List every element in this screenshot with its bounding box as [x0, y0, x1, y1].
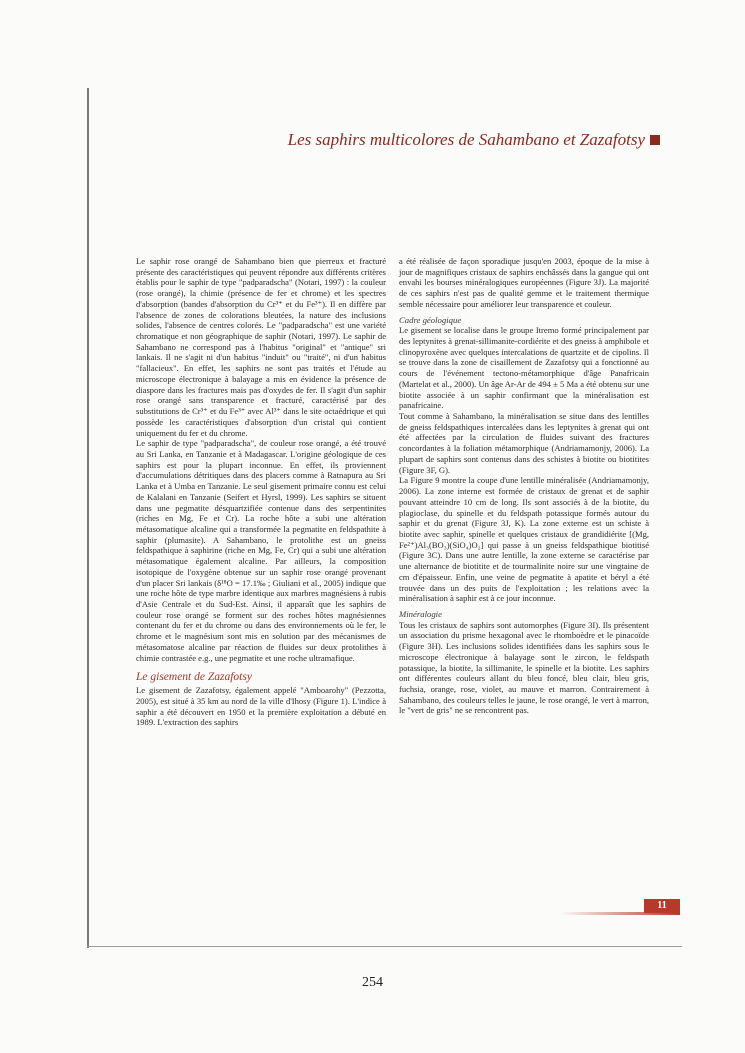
section-heading-zazafotsy: Le gisement de Zazafotsy [136, 671, 252, 684]
left-text-column [136, 256, 386, 728]
body-paragraph: Tous les cristaux de saphirs sont automorphes (Figure 3I). Ils présentent un association du prisme hexagonal avec le rhomboèdre et le pinacoïde (Figure 3H). Les inclusions solides identifiées dans les saphirs sous le microscope électronique à balayage sont le zircon, le feldspath potassique, la biotite, la sillimanite, le spinelle et la biotite. Les saphirs ont différentes couleurs allant du bleu foncé, bleu clair, bleu gris, fuchsia, orange, rose, violet, au mauve et marron. Contrairement à Sahambano, des couleurs telles le jaune, le rose orangé, le vert à marron, le "vert de gris" ne se rencontrent pas. [399, 619, 649, 716]
body-paragraph: a été réalisée de façon sporadique jusqu'en 2003, époque de la mise à jour de magnifiques cristaux de saphirs enchâssés dans la gangue qui ont envahi les bourses minéralogiques européennes (Figure 3J). La majorité de ces saphirs n'est pas de qualité gemme et le traitement thermique semble nécessaire pour améliorer leur transparence et couleur. [399, 256, 649, 309]
page-bottom-edge [87, 946, 682, 947]
running-header-title: Les saphirs multicolores de Sahambano et Zazafotsy [287, 130, 645, 149]
body-paragraph: La Figure 9 montre la coupe d'une lentille minéralisée (Andriamamonjy, 2006). La zone interne est formée de cristaux de grenat et de saphir pouvant atteindre 10 cm de long. Ils sont associés à de la biotite, du plagioclase, du spinelle et du feldspath potassique formés autour du saphir et du grenat (Figure 3J, K). La zone externe est un schiste à biotite avec saphir, spinelle et quelques cristaux de grandidiérite [(Mg, Fe²⁺)Al₃(BO₃)(SiO₄)O₂] qui passe à un gneiss feldspathique biotitisé (Figure 3C). Dans une autre lentille, la zone externe se caractérise par une alternance de biotitite et de tourmalinite noire sur une vingtaine de cm d'épaisseur. Enfin, une veine de pegmatite à apatite et béryl a été trouvée dans un des puits de l'exploitation ; les relations avec la minéralisation à saphir est à ce jour inconnue. [399, 475, 649, 604]
body-paragraph: Le gisement de Zazafotsy, également appelé "Amboarohy" (Pezzotta, 2005), est situé à 35 km au nord de la ville d'Ihosy (Figure 1). L'indice à saphir a été découvert en 1950 et la première exploitation a débuté en 1989. L'extraction des saphirs [136, 685, 386, 728]
body-paragraph: Le saphir rose orangé de Sahambano bien que pierreux et fracturé présente des caractéristiques qui peuvent répondre aux différents critères établis pour le saphir de type "padparadscha" (Notari, 1997) : la couleur (rose orangé), la chimie (présence de fer et chrome) et les spectres d'absorption (bandes d'absorption du Cr³⁺ et du Fe³⁺). Il en diffère par l'absence de zones de colorations bleutées, la nature des inclusions solides, l'absence de centres colorés. Le "padparadscha" est une variété chromatique et non géographique de saphir (Notari, 1997). Le saphir de Sahambano ne correspond pas à l'habitus "original" et "antique" sri lankais. Il ne s'agit ni d'un habitus "induit" ou "traité", ni d'un habitus "fallacieux". En effet, les saphirs ne sont pas traités et l'étude au microscope électronique à balayage a mis en évidence la présence de diaspore dans les fractures mais pas d'oxydes de fer. Il s'agit d'un saphir rose orangé sans transparence et fracturé, caractérisé par des substitutions de Cr³⁺ et du Fe³⁺ avec Al³⁺ dans le site octaédrique et qui possède les caractéristiques d'absorption d'un cristal qui contient uniquement du fer et du chrome. [136, 256, 386, 438]
header-square-mark [650, 135, 660, 145]
right-text-column [399, 256, 649, 716]
body-paragraph: Tout comme à Sahambano, la minéralisation se situe dans des lentilles de gneiss feldspathiques intercalées dans les leptynites à grenat qui ont été affectées par la circulation de fluides suivant des fractures concordantes à la foliation métamorphique (Andriamamonjy, 2006). La plupart de saphirs sont contenus dans des schistes à biotite ou biotitites (Figure 3F, G). [399, 411, 649, 475]
body-paragraph: Le saphir de type "padparadscha", de couleur rose orangé, a été trouvé au Sri Lanka, en Tanzanie et à Madagascar. L'origine géologique de ces saphirs est pour la plupart inconnue. En effet, ils proviennent d'accumulations détritiques dans des placers comme à Ratnapura au Sri Lanka et à Umba en Tanzanie. Le seul gisement primaire connu est celui de Kalalani en Tanzanie (Seifert et Hyrsl, 1999). Les saphirs se situent dans une pegmatite désquartzifiée contenue dans des serpentinites (riches en Mg, Fe et Cr). La roche hôte a subi une altération métasomatique alcaline qui a transformée la pegmatite en feldspathite à saphir (plumasite). A Sahambano, le protolithe est un gneiss feldspathique à saphirine (riche en Mg, Fe, Cr) qui a subi une altération métasomatique également alcaline. Par ailleurs, la composition isotopique de l'oxygène obtenue sur un saphir rose orangé provenant d'un placer Sri lankais (δ¹⁸O = 17.1‰ ; Giuliani et al., 2005) indique que une roche hôte de type marbre identique aux marbres magnésiens à rubis d'Asie Centrale et du Sud-Est. Ainsi, il apparaît que les saphirs de couleur rose orangé se forment sur des roches hôtes magnésiennes contenant du fer et du chrome ou dans des environnements où le fer, le chrome et le magnésium sont mis en solution par des mécanismes de métasomatose alcaline par réaction de fluides sur deux protolithes à chimie contrastée e.g., une pegmatite et une roche ultramafique. [136, 438, 386, 663]
subsection-heading-cadre-geologique: Cadre géologique [399, 314, 462, 325]
body-paragraph: Le gisement se localise dans le groupe Itremo formé principalement par des leptynites à grenat-sillimanite-cordiérite et des gneiss à amphibole et clinopyroxène avec quelques intercalations de quartzite et de cipolins. Il se trouve dans la zone de cisaillement de Zazafotsy qui a fonctionné au cours de l'événement tectono-métamorphique d'âge Panafricain (Martelat et al., 2000). Un âge Ar-Ar de 494 ± 5 Ma a été obtenu sur une biotite associée à un saphir confirmant que la minéralisation est panafricaine. [399, 325, 649, 411]
subsection-heading-mineralogie: Minéralogie [399, 608, 442, 619]
page-number: 254 [362, 975, 383, 990]
footer-page-badge: 11 [644, 899, 680, 913]
page-left-edge-shadow [87, 88, 89, 948]
